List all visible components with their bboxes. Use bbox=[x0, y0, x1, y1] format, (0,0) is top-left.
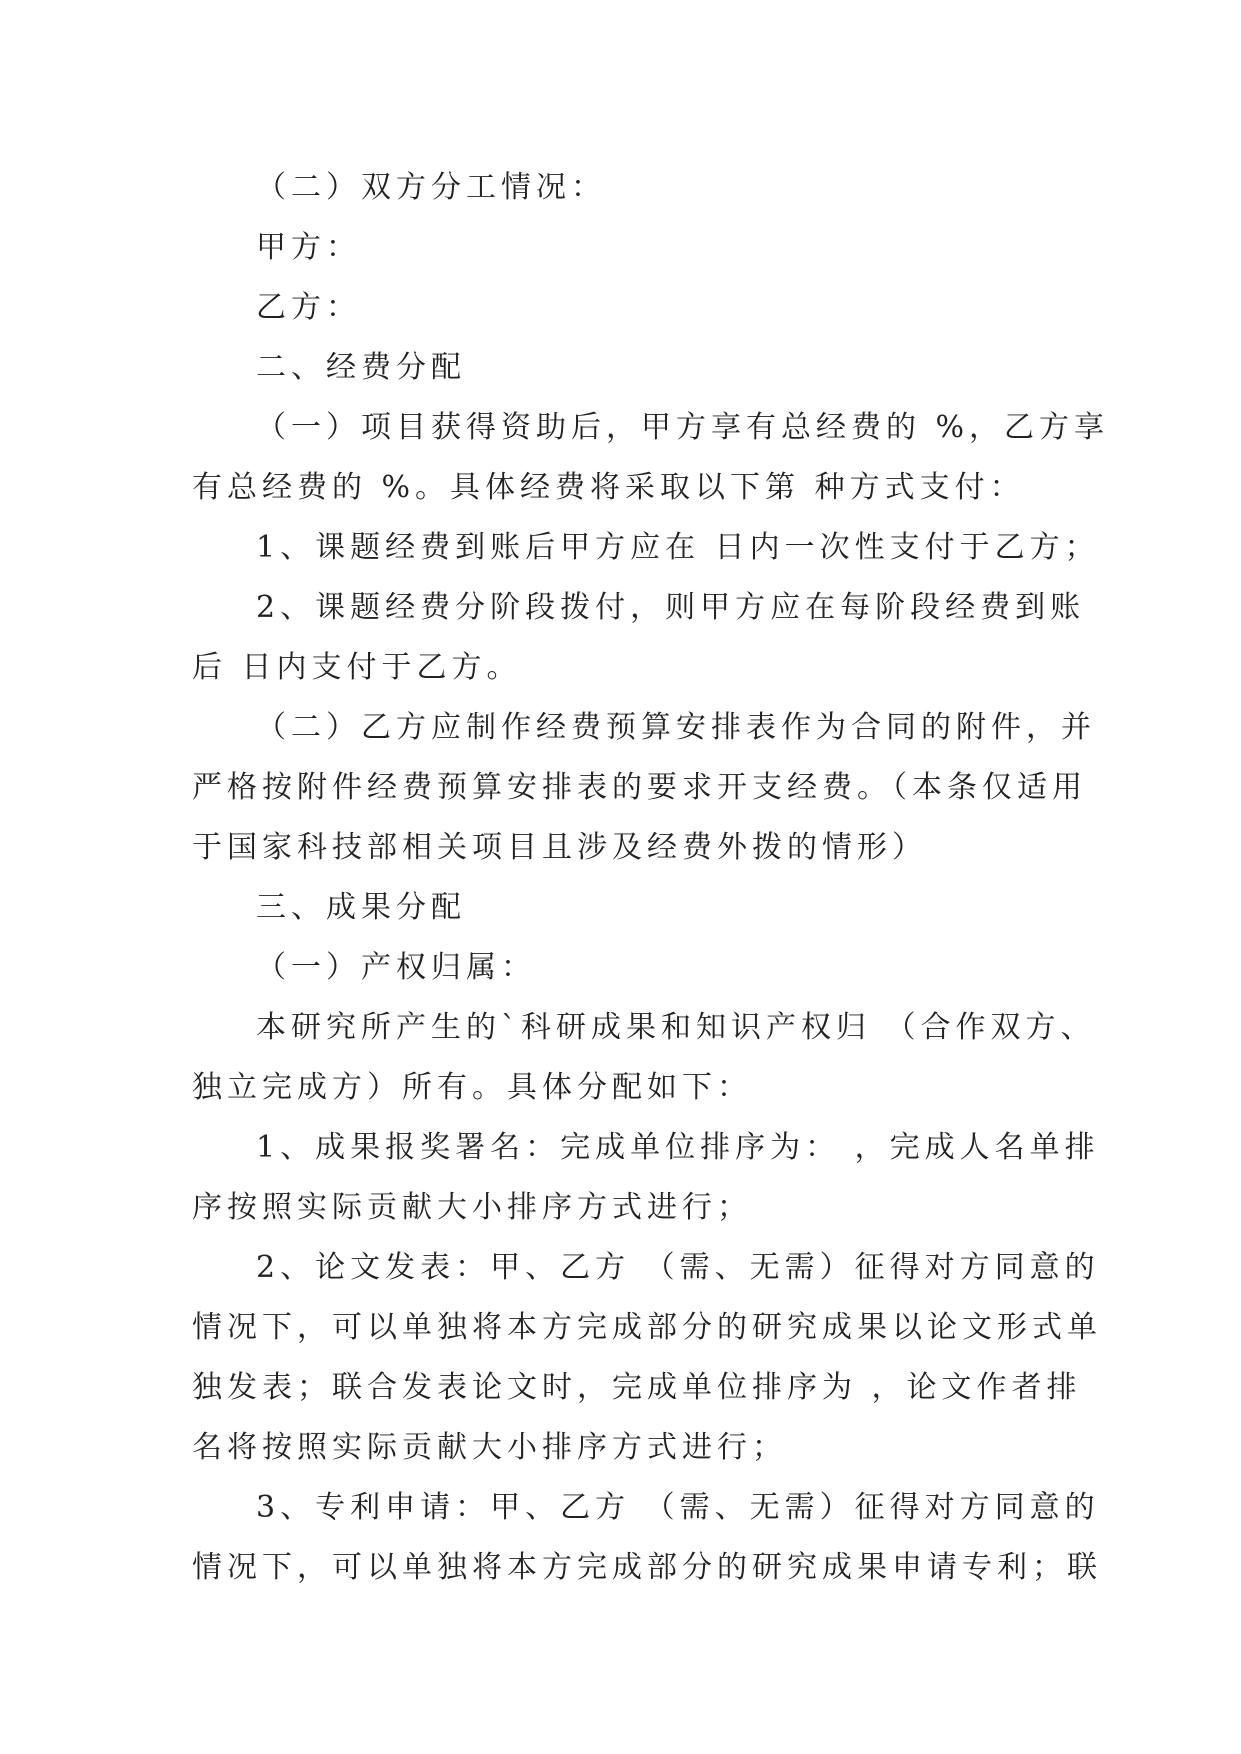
text-line: 序按照实际贡献大小排序方式进行； bbox=[192, 1190, 752, 1225]
text-line: 甲方： bbox=[256, 230, 361, 265]
text-line: （二）双方分工情况： bbox=[256, 170, 606, 205]
paragraph-payment-option-1 bbox=[192, 518, 1100, 578]
text-line: 1、课题经费到账后甲方应在 日内一次性支付于乙方； bbox=[256, 530, 1100, 565]
paragraph-ownership bbox=[192, 998, 1096, 1118]
paragraph-funding-share bbox=[192, 398, 1110, 518]
text-line: 三、成果分配 bbox=[256, 890, 466, 925]
text-line: 乙方： bbox=[256, 290, 361, 325]
text-line: 严格按附件经费预算安排表的要求开支经费。（本条仅适用 bbox=[192, 770, 1087, 805]
paragraph-party-b bbox=[192, 278, 1052, 338]
text-line: 有总经费的 %。具体经费将采取以下第 种方式支付： bbox=[192, 470, 1025, 505]
paragraph-ownership-heading bbox=[192, 938, 1052, 998]
text-line: 本研究所产生的`科研成果和知识产权归 （合作双方、 bbox=[256, 1010, 1096, 1045]
paragraph-party-a bbox=[192, 218, 1052, 278]
paragraph-division-of-work bbox=[192, 158, 1052, 218]
section-heading-results bbox=[192, 878, 1052, 938]
text-line: 1、成果报奖署名：完成单位排序为： ，完成人名单排 bbox=[256, 1130, 1100, 1165]
paragraph-budget-table bbox=[192, 698, 1096, 878]
text-line: 独发表；联合发表论文时，完成单位排序为 ，论文作者排 bbox=[192, 1370, 1082, 1405]
text-line: 二、经费分配 bbox=[256, 350, 466, 385]
text-line: 情况下，可以单独将本方完成部分的研究成果申请专利；联 bbox=[192, 1550, 1102, 1585]
text-line: 2、论文发表：甲、乙方 （需、无需）征得对方同意的 bbox=[256, 1250, 1100, 1285]
text-line: （二）乙方应制作经费预算安排表作为合同的附件，并 bbox=[256, 710, 1096, 745]
text-line: （一）项目获得资助后，甲方享有总经费的 %，乙方享 bbox=[256, 410, 1110, 445]
text-line: （一）产权归属： bbox=[256, 950, 536, 985]
text-line: 2、课题经费分阶段拨付，则甲方应在每阶段经费到账 bbox=[256, 590, 1086, 625]
text-line: 情况下，可以单独将本方完成部分的研究成果以论文形式单 bbox=[192, 1310, 1102, 1345]
text-line: 3、专利申请：甲、乙方 （需、无需）征得对方同意的 bbox=[256, 1490, 1100, 1525]
text-line: 独立完成方）所有。具体分配如下： bbox=[192, 1070, 752, 1105]
document-body bbox=[192, 158, 1110, 1598]
paragraph-payment-option-2 bbox=[192, 578, 1086, 698]
paragraph-award-credit bbox=[192, 1118, 1100, 1238]
paragraph-patent-application bbox=[192, 1478, 1102, 1598]
text-line: 于国家科技部相关项目且涉及经费外拨的情形） bbox=[192, 830, 927, 865]
text-line: 后 日内支付于乙方。 bbox=[192, 650, 522, 685]
section-heading-funding bbox=[192, 338, 1052, 398]
paragraph-paper-publication bbox=[192, 1238, 1102, 1478]
text-line: 名将按照实际贡献大小排序方式进行； bbox=[192, 1430, 787, 1465]
